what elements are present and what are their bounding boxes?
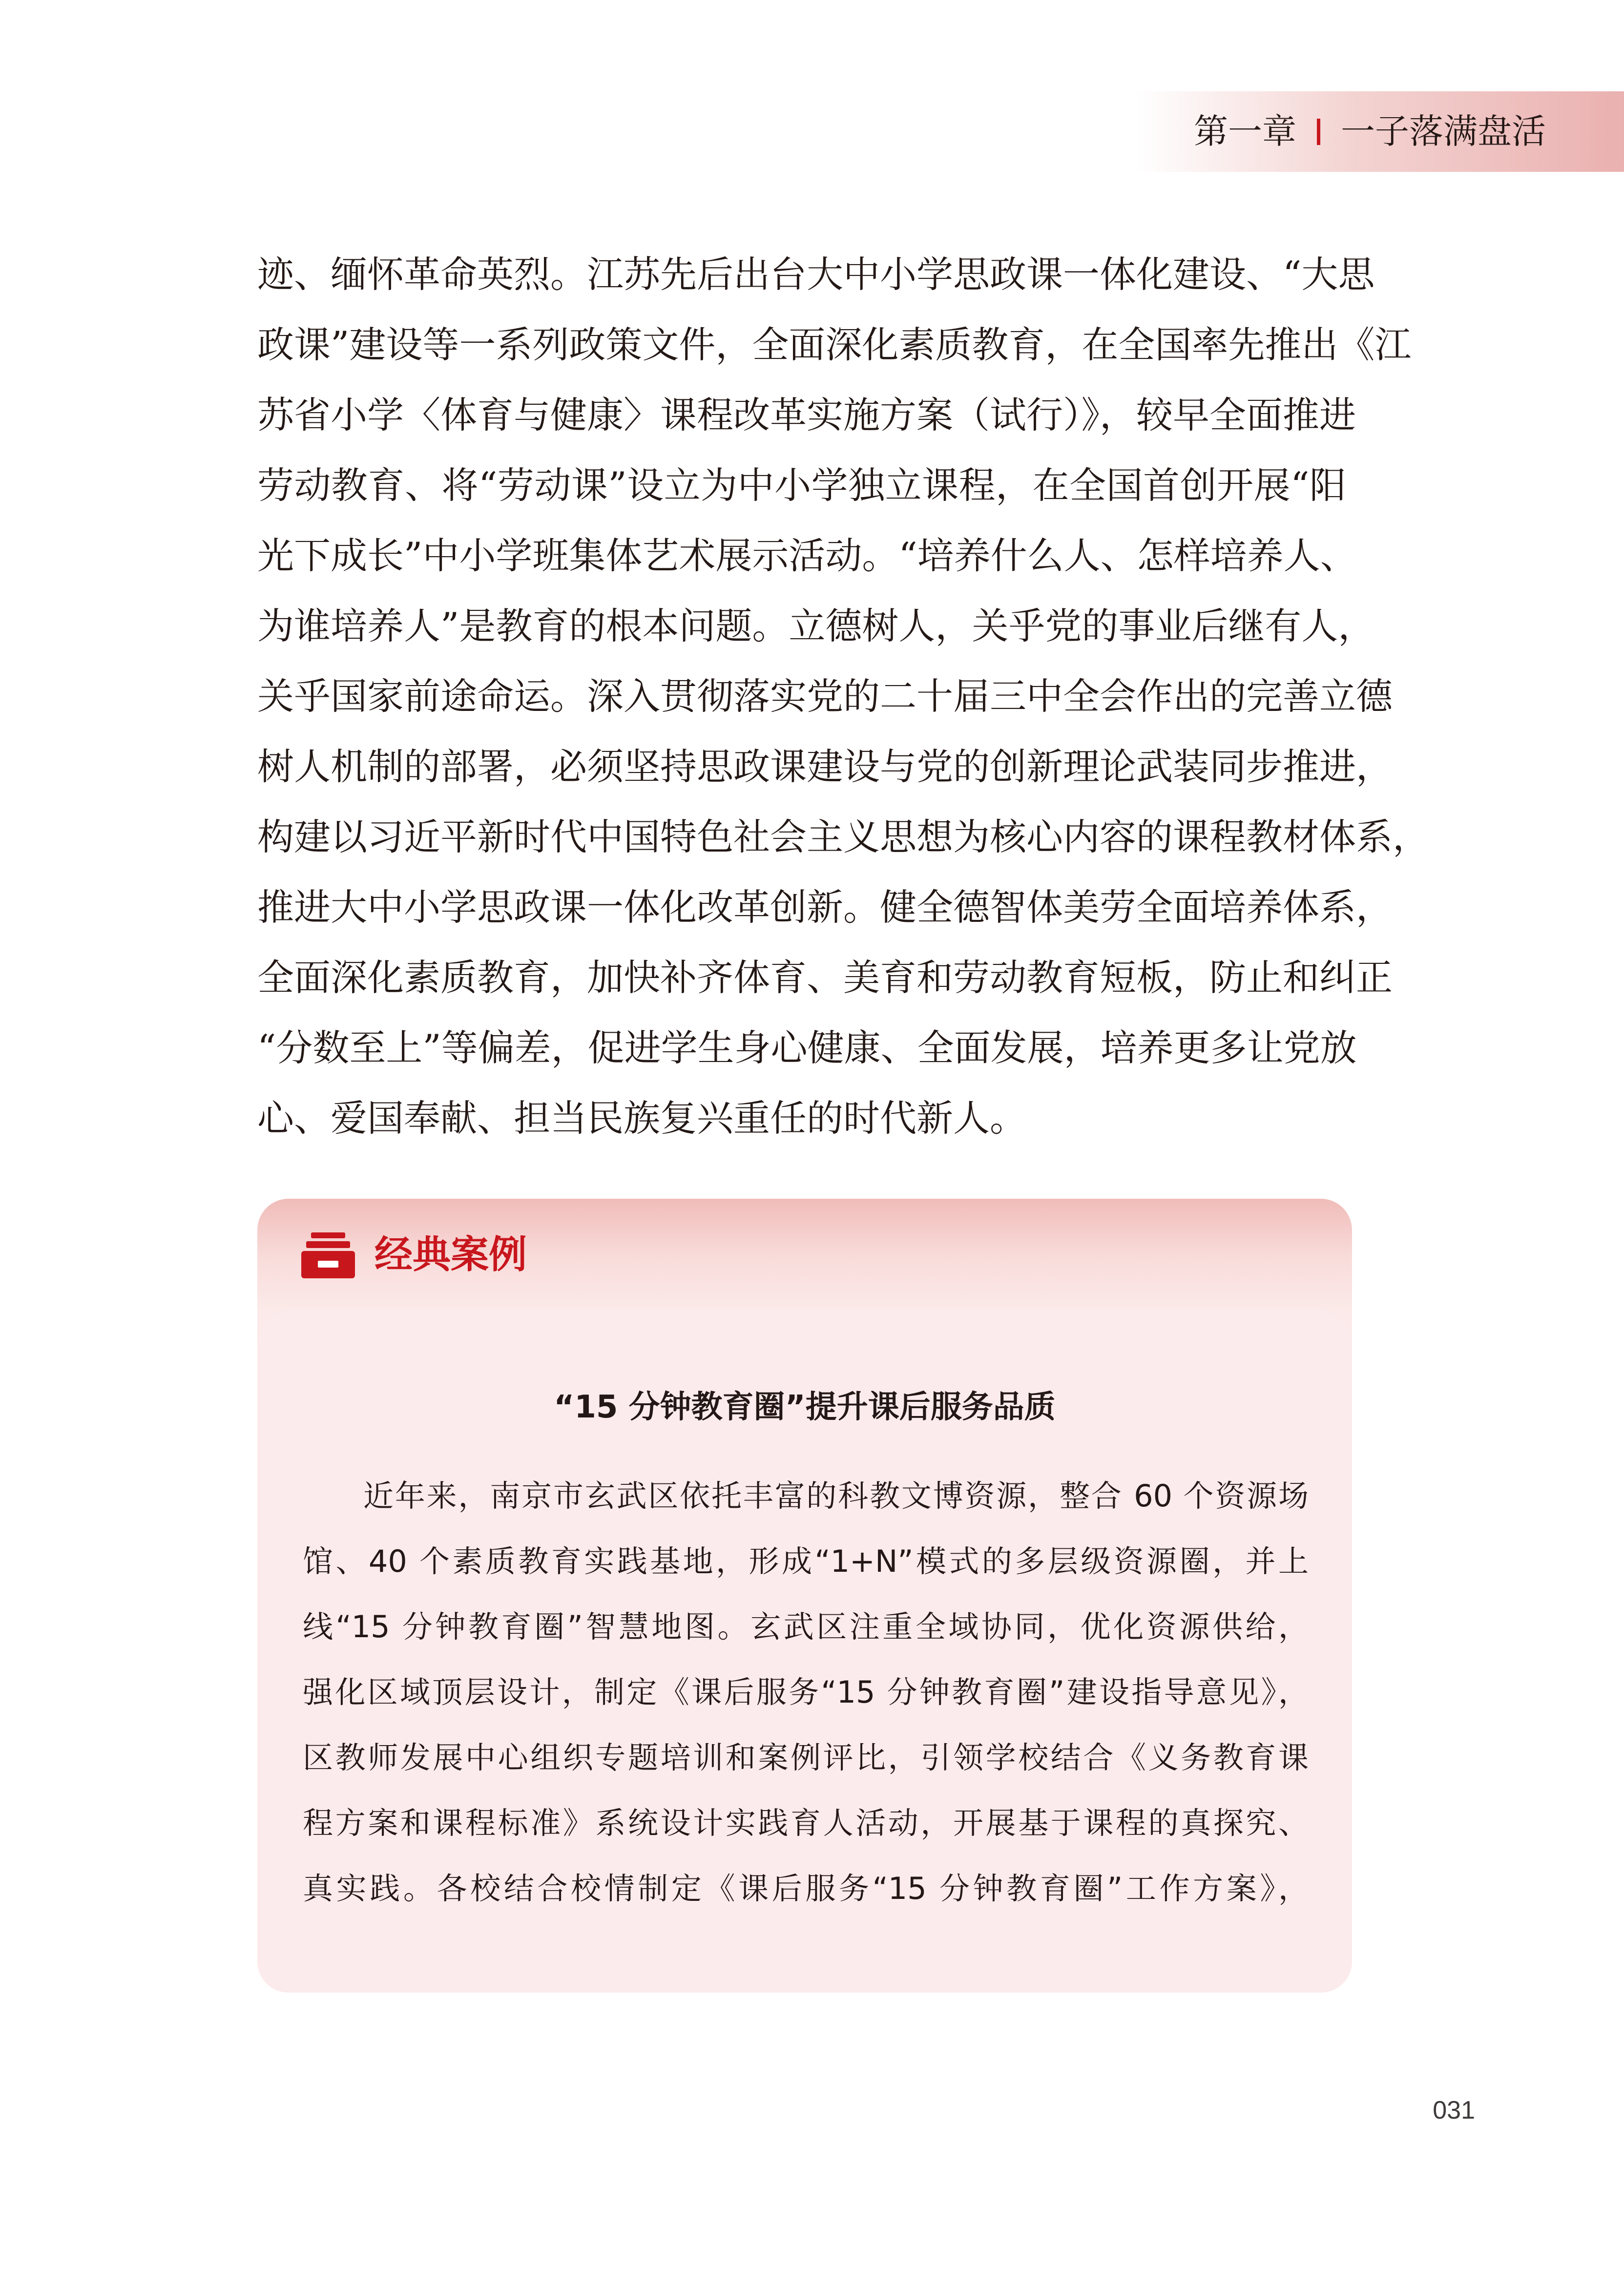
case-header — [301, 1228, 527, 1282]
case-line: 真实践。各校结合校情制定《课后服务“15 分钟教育圈”工作方案》， — [303, 1871, 1309, 1906]
body-line: “分数至上”等偏差，促进学生身心健康、全面发展，培养更多让党放 — [257, 1026, 1357, 1069]
chapter-number: 第一章 — [1194, 111, 1296, 151]
case-box — [257, 1199, 1352, 1993]
body-line: 树人机制的部署，必须坚持思政课建设与党的创新理论武装同步推进， — [257, 745, 1393, 788]
page-number: 031 — [1433, 2096, 1475, 2124]
body-line: 为谁培养人”是教育的根本问题。立德树人，关乎党的事业后继有人， — [257, 604, 1375, 647]
case-title: “15 分钟教育圈”提升课后服务品质 — [554, 1389, 1056, 1425]
body-line: 苏省小学〈体育与健康〉课程改革实施方案（试行）》，较早全面推进 — [257, 394, 1356, 437]
case-paragraph — [303, 1463, 1309, 1921]
body-line: 全面深化素质教育，加快补齐体育、美育和劳动教育短板，防止和纠正 — [257, 956, 1393, 999]
case-line: 强化区域顶层设计，制定《课后服务“15 分钟教育圈”建设指导意见》， — [303, 1674, 1309, 1710]
running-header — [1136, 91, 1624, 172]
case-line: 程方案和课程标准》系统设计实践育人活动，开展基于课程的真探究、 — [303, 1805, 1309, 1841]
chapter-title: 一子落满盘活 — [1341, 111, 1546, 151]
body-line: 心、爱国奉献、担当民族复兴重任的时代新人。 — [257, 1097, 1027, 1140]
body-line: 迹、缅怀革命英烈。江苏先后出台大中小学思政课一体化建设、“大思 — [257, 253, 1375, 296]
case-line: 近年来，南京市玄武区依托丰富的科教文博资源，整合 60 个资源场 — [363, 1478, 1309, 1514]
body-line: 劳动教育、将“劳动课”设立为中小学独立课程，在全国首创开展“阳 — [257, 464, 1346, 507]
body-line: 关乎国家前途命运。深入贯彻落实党的二十届三中全会作出的完善立德 — [257, 675, 1393, 718]
case-label: 经典案例 — [375, 1233, 527, 1277]
archive-box-icon — [301, 1230, 355, 1279]
case-line: 线“15 分钟教育圈”智慧地图。玄武区注重全域协同，优化资源供给， — [303, 1609, 1309, 1645]
header-divider — [1317, 119, 1320, 145]
running-header-text — [1194, 91, 1546, 172]
body-line: 政课”建设等一系列政策文件，全面深化素质教育，在全国率先推出《江 — [257, 323, 1412, 366]
body-paragraph — [257, 239, 1430, 1153]
case-line: 区教师发展中心组织专题培训和案例评比，引领学校结合《义务教育课 — [303, 1740, 1309, 1775]
body-line: 光下成长”中小学班集体艺术展示活动。“培养什么人、怎样培养人、 — [257, 534, 1357, 577]
case-line: 馆、40 个素质教育实践基地，形成“1+N”模式的多层级资源圈，并上 — [303, 1543, 1309, 1579]
body-line: 构建以习近平新时代中国特色社会主义思想为核心内容的课程教材体系， — [257, 815, 1430, 858]
body-line: 推进大中小学思政课一体化改革创新。健全德智体美劳全面培养体系， — [257, 886, 1393, 929]
